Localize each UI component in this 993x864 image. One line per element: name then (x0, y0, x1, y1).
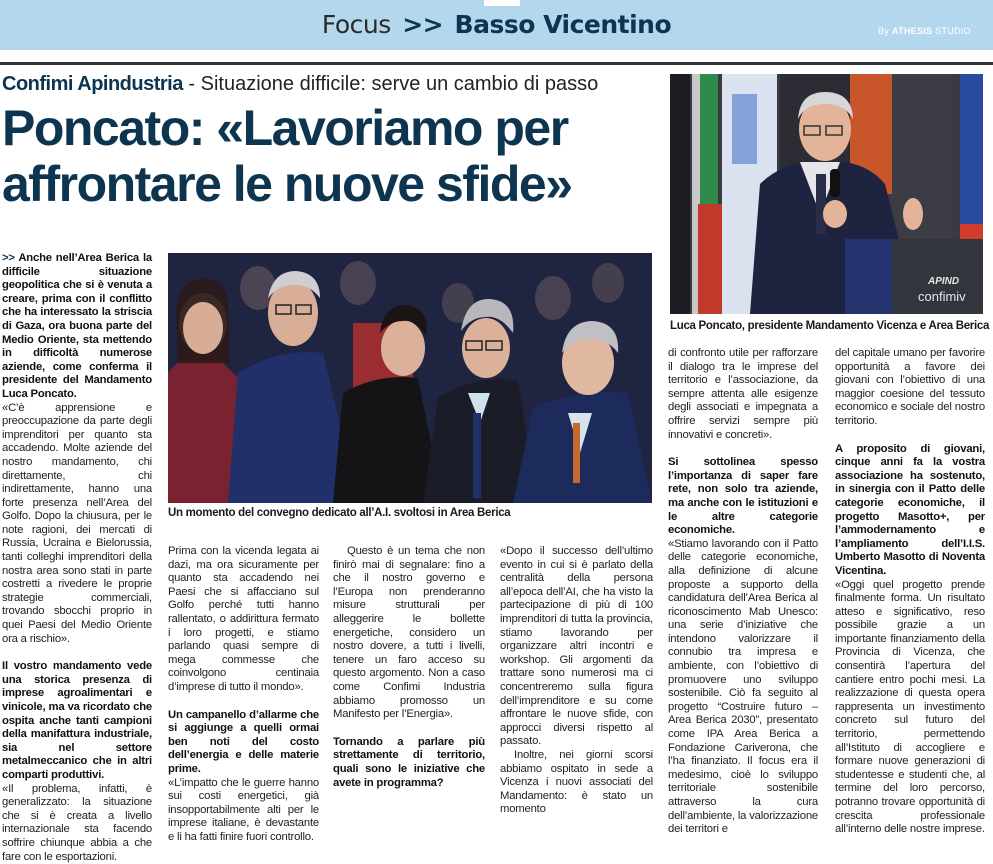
article-column-6 (835, 347, 985, 837)
article-paragraph: Questo è un tema che non finirò mai di segnalare: fino a che il nostro governo e l’Europa non prenderanno misure strutturali per alleggerire le bollette energetiche, considero un nostro dovere, a tutti i livelli, tenere un faro acceso su questo argomento. Non a caso come Confimi Industria abbiamo promosso un Manifesto per l’Energia». (333, 545, 485, 721)
article-column-5 (668, 347, 818, 837)
kicker-brand: Confimi Apindustria (2, 73, 183, 95)
article-paragraph: «L’impatto che le guerre hanno sui costi energetici, già insopportabilmente alti per le imprese italiane, è devastante e li ha fatti finire fuori controllo. (168, 776, 319, 843)
photo-speaker (670, 74, 983, 314)
article-column-1 (2, 252, 152, 864)
article-paragraph: di confronto utile per rafforzare il dialogo tra le imprese del territorio e l’associazione, da sempre attenta alle esigenze degli associati e impegnata a offrire servizi sempre più innovativi e concreti». (668, 347, 818, 441)
article-column-4 (500, 545, 653, 817)
article-paragraph: «Il problema, infatti, è generalizzato: la situazione che si è creata a livello internazionale sta facendo soffrire chiunque abbia a che fare con le esportazioni. (2, 782, 152, 863)
headline-line-2: affrontare le nuove sfide» (2, 156, 572, 212)
interview-question: Il vostro mandamento vede una storica presenza di imprese agroalimentari e vinicole, ma va ricordato che ospita anche tanti campioni della manifattura industriale, sia nel settore metalmeccanico che in altri comparti produttivi. (2, 660, 152, 781)
article-paragraph: «Dopo il successo dell’ultimo evento in cui si è parlato della centralità della persona all’epoca dell’AI, che ha visto la partecipazione di più di 100 imprenditori di tutta la provincia, stiamo lavorando per organizzare altri incontri e workshop. Gli argomenti da trattare sono numerosi ma ci concentreremo sulla figura dell’imprenditore e su come affrontare le nuove sfide, con approcci diversi rispetto al passato. (500, 545, 653, 748)
photo-audience (168, 253, 652, 503)
section-label: Focus (321, 10, 391, 39)
podium-logo-top: APIND (928, 276, 960, 287)
byline-suffix: STUDIO (935, 26, 971, 36)
kicker (2, 73, 598, 96)
headline-line-1: Poncato: «Lavoriamo per (2, 100, 568, 156)
interview-question: A proposito di giovani, cinque anni fa la vostra associazione ha sostenuto, in sinergia con il Patto delle categorie economiche, il progetto Masotto+, per l’ammodernamento e l’ampliamento dell’I.I.S. Umberto Masotto di Noventa Vicentina. (835, 442, 985, 577)
article-paragraph: «C’è apprensione e preoccupazione da parte degli imprenditori per quanto sta accadendo. Molte aziende del nostro mandamento, chi direttamente, chi indirettamente, hanno una forte presenza nell’Area del Golfo. Dopo la chiusura, per le note ragioni, dei mercati di Russia, Ucraina e Bielorussia, tanti colleghi imprenditori della nostra area sono stati in parte costretti a rivedere le proprie strategie commerciali, trovando sbocchi proprio in quei Paesi del Medio Oriente ora a rischio». (2, 401, 152, 645)
kicker-text: - Situazione difficile: serve un cambio di passo (182, 73, 599, 95)
article-paragraph: «Stiamo lavorando con il Patto delle categorie economiche, alla definizione di alcune proposte a supporto della candidatura dell’Area Berica al riconoscimento Mab Unesco: una serie d’iniziative che intendono valorizzare il connubio tra impresa e ambiente, con l’obiettivo di promuovere uno sviluppo sostenibile. Ciò fa seguito al progetto “Costruire futuro – Area Berica 2030”, presentato come IPA Area Berica a Fondazione Cariverona, che l’ha finanziato. Il focus era il medesimo, cioè lo sviluppo territoriale sostenibile attraverso la cura dell’ambiente, la valorizzazione dei territori e (668, 537, 818, 836)
interview-question: Un campanello d’allarme che si aggiunge a quelli ormai ben noti del costo dell’energia e delle materie prime. (168, 708, 319, 775)
divider (0, 62, 993, 65)
byline-prefix: By (878, 26, 890, 36)
banner-tab-notch (484, 0, 520, 6)
interview-question: Si sottolinea spesso l’importanza di saper fare rete, non solo tra aziende, ma anche con le istituzioni e le altre categorie economiche. (668, 456, 818, 537)
double-chevron-icon: >> (2, 252, 15, 264)
audience-illustration (168, 253, 652, 503)
section-title (0, 10, 993, 39)
article-paragraph: Prima con la vicenda legata ai dazi, ma ora sicuramente per quanto sta accadendo nei Paesi che si affacciano sul Golfo perché tutti hanno rallentato, o addirittura fermato i loro progetti, e stiamo parlando quasi sempre di mega commesse che coinvolgono centinaia d’imprese di tutto il mondo». (168, 545, 319, 693)
section-banner (0, 0, 993, 50)
article-paragraph: del capitale umano per favorire opportunità a favore dei giovani con l’obiettivo di una maggior coesione del tessuto economico e sociale del nostro territorio. (835, 347, 985, 427)
photo-audience-caption: Un momento del convegno dedicato all’A.I. svoltosi in Area Berica (168, 507, 511, 519)
article-paragraph: Inoltre, nei giorni scorsi abbiamo ospitato in sede a Vicenza i nuovi associati del Mandamento: è stato un momento (500, 748, 653, 816)
podium-logo-bottom: confimiv (918, 289, 966, 304)
article-column-2 (168, 545, 319, 844)
byline (878, 26, 971, 36)
double-chevron-icon: >> (402, 10, 444, 39)
article-column-3 (333, 545, 485, 790)
section-place: Basso Vicentino (454, 10, 672, 39)
article-paragraph: «Oggi quel progetto prende finalmente forma. Un risultato atteso e significativo, reso possibile grazie a un importante finanziamento della Provincia di Vicenza, che consentirà l’apertura del cantiere entro pochi mesi. La realizzazione di questa opera rappresenta un investimento concreto sul futuro del territorio, permettendo all’Istituto di accogliere e formare nuove generazioni di studentesse e studenti che, al termine del loro percorso, potranno trovare opportunità di crescita professionale all’interno delle nostre imprese. (835, 578, 985, 836)
headline (2, 100, 652, 212)
interview-question: Tornando a parlare più strettamente di territorio, quali sono le iniziative che avete in programma? (333, 735, 485, 789)
byline-brand: ATHESIS (891, 26, 933, 36)
photo-speaker-caption: Luca Poncato, presidente Mandamento Vicenza e Area Berica (670, 320, 990, 332)
article-lead: Anche nell’Area Berica la difficile situazione geopolitica che si è venuta a creare, prima con il conflitto che ha interessato la striscia di Gaza, ora buona parte del Medio Oriente, sta mettendo in difficoltà numerose aziende, come conferma il presidente del Mandamento Luca Poncato. (2, 252, 152, 400)
